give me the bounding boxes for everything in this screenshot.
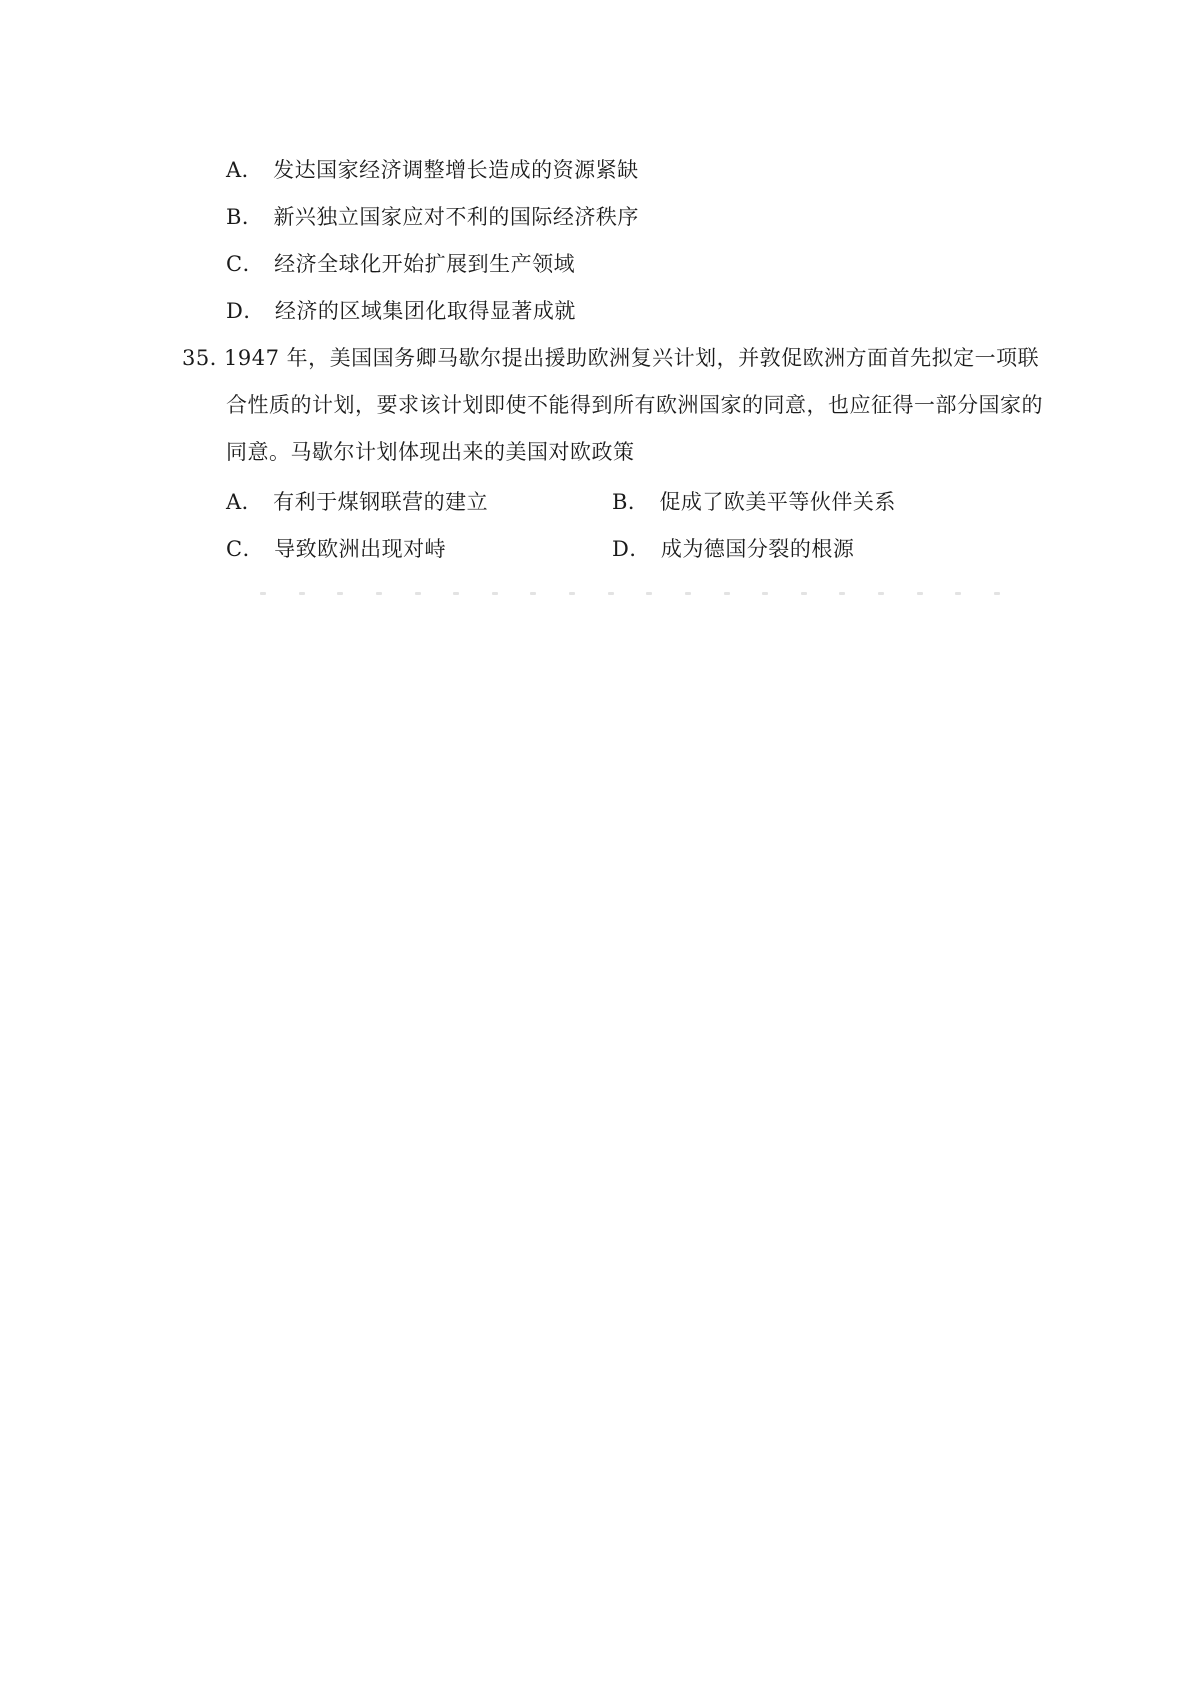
question-stem-line-3: 同意。马歇尔计划体现出来的美国对欧政策 bbox=[226, 440, 635, 464]
prev-option-a bbox=[226, 156, 639, 184]
option-label: C． bbox=[226, 252, 265, 276]
prev-option-c bbox=[226, 250, 575, 278]
prev-option-b bbox=[226, 203, 639, 231]
option-label: A． bbox=[226, 490, 264, 514]
prev-option-d bbox=[226, 297, 576, 325]
question-number: 35． bbox=[182, 346, 232, 370]
option-label: D． bbox=[612, 537, 651, 561]
option-text: 新兴独立国家应对不利的国际经济秩序 bbox=[273, 205, 639, 229]
option-text: 促成了欧美平等伙伴关系 bbox=[659, 490, 896, 514]
q35-option-d bbox=[612, 535, 854, 563]
option-text: 成为德国分裂的根源 bbox=[660, 537, 855, 561]
scan-artifact bbox=[260, 586, 1000, 600]
option-text: 有利于煤钢联营的建立 bbox=[273, 490, 489, 514]
option-text: 发达国家经济调整增长造成的资源紧缺 bbox=[273, 158, 639, 182]
option-label: C． bbox=[226, 537, 265, 561]
option-text: 经济全球化开始扩展到生产领域 bbox=[274, 252, 576, 276]
option-label: D． bbox=[226, 299, 265, 323]
option-label: B． bbox=[612, 490, 650, 514]
q35-option-c bbox=[226, 535, 446, 563]
q35-option-a bbox=[226, 488, 488, 516]
q35-option-b bbox=[612, 488, 896, 516]
question-stem-line-1: 1947 年，美国国务卿马歇尔提出援助欧洲复兴计划，并敦促欧洲方面首先拟定一项联 bbox=[224, 346, 1040, 370]
question-stem-line-2: 合性质的计划，要求该计划即使不能得到所有欧洲国家的同意，也应征得一部分国家的 bbox=[226, 393, 1043, 417]
option-text: 经济的区域集团化取得显著成就 bbox=[274, 299, 576, 323]
option-label: B． bbox=[226, 205, 264, 229]
option-text: 导致欧洲出现对峙 bbox=[274, 537, 447, 561]
option-label: A． bbox=[226, 158, 264, 182]
